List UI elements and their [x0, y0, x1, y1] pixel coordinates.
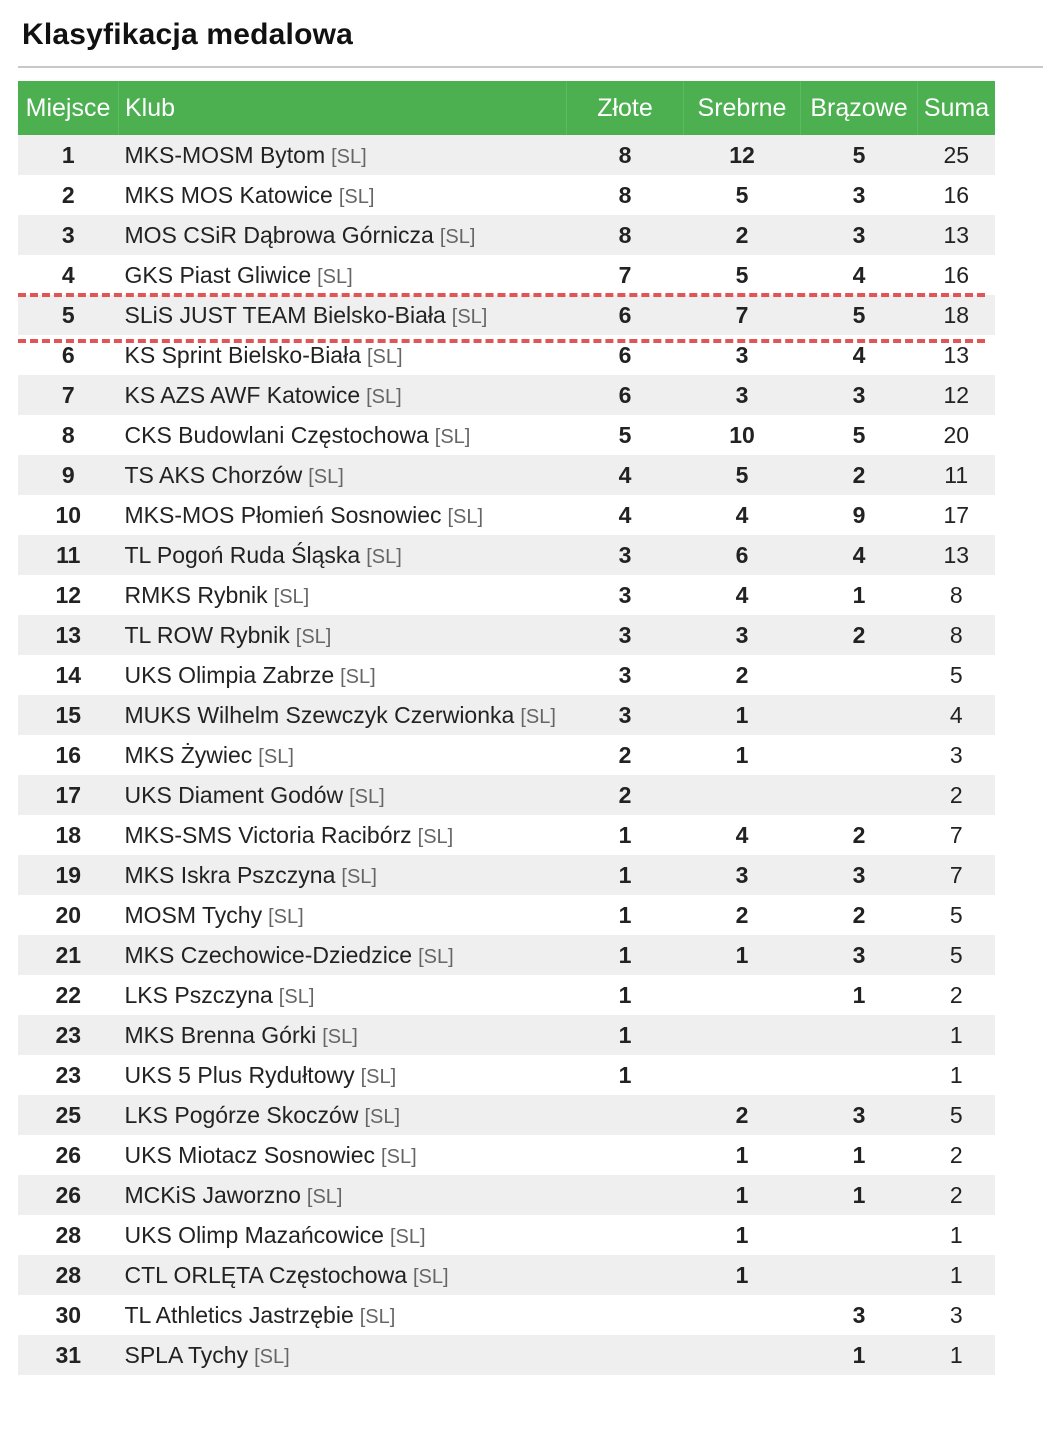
cell-bronze: 5 [801, 295, 918, 335]
cell-gold [567, 1175, 684, 1215]
cell-bronze: 2 [801, 895, 918, 935]
cell-club [119, 415, 567, 455]
cell-place: 10 [18, 495, 119, 535]
cell-silver: 2 [684, 215, 801, 255]
header-silver[interactable]: Srebrne [684, 81, 801, 135]
cell-place: 15 [18, 695, 119, 735]
table-body [18, 135, 995, 1375]
cell-club [119, 1255, 567, 1295]
cell-silver: 1 [684, 735, 801, 775]
club-region: [SL] [418, 945, 454, 968]
cell-bronze: 3 [801, 1095, 918, 1135]
club-name: MKS Czechowice-Dziedzice [124, 941, 413, 968]
table-row [18, 215, 995, 255]
cell-sum: 16 [918, 175, 996, 215]
cell-sum: 17 [918, 495, 996, 535]
cell-silver: 1 [684, 1135, 801, 1175]
table-header [18, 81, 995, 135]
table-row [18, 855, 995, 895]
cell-bronze [801, 735, 918, 775]
club-name: LKS Pogórze Skoczów [124, 1101, 359, 1128]
header-bronze[interactable]: Brązowe [801, 81, 918, 135]
cell-club [119, 575, 567, 615]
cell-place: 5 [18, 295, 119, 335]
cell-silver: 2 [684, 655, 801, 695]
cell-club [119, 255, 567, 295]
club-name: UKS Olimp Mazańcowice [124, 1221, 384, 1248]
cell-gold: 8 [567, 175, 684, 215]
table-row [18, 1015, 995, 1055]
cell-sum: 2 [918, 975, 996, 1015]
cell-gold [567, 1095, 684, 1135]
cell-gold: 1 [567, 1015, 684, 1055]
cell-bronze [801, 655, 918, 695]
club-region: [SL] [341, 865, 377, 888]
cell-silver [684, 1055, 801, 1095]
table-row [18, 295, 995, 335]
cell-place: 8 [18, 415, 119, 455]
table-row [18, 1055, 995, 1095]
cell-sum: 1 [918, 1015, 996, 1055]
club-region: [SL] [367, 345, 403, 368]
cell-gold: 6 [567, 295, 684, 335]
cell-club [119, 375, 567, 415]
club-region: [SL] [349, 785, 385, 808]
cell-silver [684, 1335, 801, 1375]
cell-gold [567, 1135, 684, 1175]
club-name: MKS MOS Katowice [124, 181, 333, 208]
cell-silver [684, 1015, 801, 1055]
cell-bronze [801, 1055, 918, 1095]
club-region: [SL] [439, 225, 476, 248]
club-name: MKS-MOSM Bytom [124, 141, 326, 168]
table-row [18, 895, 995, 935]
cell-silver: 1 [684, 935, 801, 975]
club-name: MUKS Wilhelm Szewczyk Czerwionka [124, 701, 515, 728]
cell-bronze: 3 [801, 1295, 918, 1335]
club-name: SLiS JUST TEAM Bielsko-Biała [124, 301, 446, 328]
cell-club [119, 335, 567, 375]
cell-silver: 1 [684, 1255, 801, 1295]
club-name: MOS CSiR Dąbrowa Górnicza [124, 221, 434, 248]
cell-club [119, 815, 567, 855]
cell-bronze: 4 [801, 535, 918, 575]
cell-club [119, 1215, 567, 1255]
table-row [18, 1175, 995, 1215]
cell-bronze: 3 [801, 935, 918, 975]
cell-gold: 3 [567, 615, 684, 655]
cell-silver: 7 [684, 295, 801, 335]
cell-gold: 8 [567, 215, 684, 255]
club-region: [SL] [451, 305, 488, 328]
cell-sum: 5 [918, 935, 996, 975]
cell-gold [567, 1335, 684, 1375]
cell-bronze: 5 [801, 415, 918, 455]
cell-bronze: 4 [801, 335, 918, 375]
cell-sum: 5 [918, 1095, 996, 1135]
cell-silver: 6 [684, 535, 801, 575]
cell-silver: 3 [684, 855, 801, 895]
cell-club [119, 135, 567, 175]
club-name: RMKS Rybnik [124, 581, 268, 608]
club-region: [SL] [273, 585, 310, 608]
cell-club [119, 975, 567, 1015]
club-region: [SL] [306, 1185, 343, 1208]
cell-club [119, 535, 567, 575]
cell-club [119, 1335, 567, 1375]
cell-bronze [801, 775, 918, 815]
header-gold[interactable]: Złote [567, 81, 684, 135]
cell-gold: 3 [567, 535, 684, 575]
club-name: MKS-MOS Płomień Sosnowiec [124, 501, 442, 528]
club-region: [SL] [278, 985, 315, 1008]
cell-place: 26 [18, 1135, 119, 1175]
cell-silver: 5 [684, 255, 801, 295]
club-name: MKS Iskra Pszczyna [124, 861, 336, 888]
cell-bronze: 5 [801, 135, 918, 175]
cell-bronze: 1 [801, 975, 918, 1015]
cell-bronze: 2 [801, 455, 918, 495]
cell-bronze: 4 [801, 255, 918, 295]
cell-place: 23 [18, 1055, 119, 1095]
cell-club [119, 215, 567, 255]
cell-bronze [801, 1015, 918, 1055]
cell-place: 18 [18, 815, 119, 855]
club-name: LKS Pszczyna [124, 981, 273, 1008]
table-row [18, 415, 995, 455]
cell-place: 7 [18, 375, 119, 415]
cell-sum: 13 [918, 335, 996, 375]
cell-sum: 18 [918, 295, 996, 335]
cell-sum: 12 [918, 375, 996, 415]
cell-bronze [801, 695, 918, 735]
cell-gold: 7 [567, 255, 684, 295]
cell-sum: 13 [918, 535, 996, 575]
club-name: MKS-SMS Victoria Racibórz [124, 821, 412, 848]
cell-place: 4 [18, 255, 119, 295]
cell-silver: 3 [684, 615, 801, 655]
table-row [18, 1335, 995, 1375]
table-row [18, 815, 995, 855]
cell-gold [567, 1255, 684, 1295]
table-row [18, 575, 995, 615]
cell-bronze: 1 [801, 1175, 918, 1215]
cell-bronze: 3 [801, 175, 918, 215]
cell-club [119, 1135, 567, 1175]
title-divider [18, 66, 1043, 68]
cell-gold: 3 [567, 575, 684, 615]
header-club[interactable]: Klub [119, 81, 567, 135]
club-name: UKS Miotacz Sosnowiec [124, 1141, 376, 1168]
table-row [18, 1135, 995, 1175]
club-name: TL Pogoń Ruda Śląska [124, 541, 361, 568]
cell-club [119, 655, 567, 695]
header-row [18, 81, 995, 135]
cell-silver: 4 [684, 815, 801, 855]
cell-place: 1 [18, 135, 119, 175]
club-region: [SL] [359, 1305, 396, 1328]
cell-bronze [801, 1255, 918, 1295]
cell-bronze: 2 [801, 615, 918, 655]
cell-club [119, 615, 567, 655]
cell-gold: 1 [567, 855, 684, 895]
cell-place: 26 [18, 1175, 119, 1215]
cell-sum: 5 [918, 655, 996, 695]
cell-gold: 4 [567, 495, 684, 535]
club-name: KS AZS AWF Katowice [124, 381, 361, 408]
cell-place: 9 [18, 455, 119, 495]
cell-gold: 1 [567, 935, 684, 975]
cell-place: 22 [18, 975, 119, 1015]
cell-silver [684, 1295, 801, 1335]
page-title: Klasyfikacja medalowa [22, 18, 354, 51]
club-region: [SL] [258, 745, 294, 768]
cell-bronze: 1 [801, 1135, 918, 1175]
cell-sum: 1 [918, 1215, 996, 1255]
cell-silver: 3 [684, 375, 801, 415]
cell-club [119, 455, 567, 495]
cell-club [119, 1095, 567, 1135]
cell-sum: 8 [918, 615, 996, 655]
cell-gold [567, 1215, 684, 1255]
club-name: TL ROW Rybnik [124, 621, 290, 648]
cell-silver: 3 [684, 335, 801, 375]
cell-place: 12 [18, 575, 119, 615]
cell-place: 2 [18, 175, 119, 215]
cell-place: 3 [18, 215, 119, 255]
cell-gold: 6 [567, 375, 684, 415]
cell-place: 19 [18, 855, 119, 895]
club-name: UKS Olimpia Zabrze [124, 661, 335, 688]
club-region: [SL] [254, 1345, 290, 1368]
club-region: [SL] [317, 265, 353, 288]
cell-sum: 1 [918, 1055, 996, 1095]
cell-bronze: 3 [801, 215, 918, 255]
cell-club [119, 1015, 567, 1055]
cell-gold: 2 [567, 735, 684, 775]
cell-gold: 1 [567, 895, 684, 935]
club-region: [SL] [417, 825, 454, 848]
cell-place: 31 [18, 1335, 119, 1375]
table-row [18, 695, 995, 735]
club-name: MCKiS Jaworzno [124, 1181, 301, 1208]
club-region: [SL] [364, 1105, 401, 1128]
cell-sum: 13 [918, 215, 996, 255]
table-row [18, 1215, 995, 1255]
cell-bronze: 9 [801, 495, 918, 535]
cell-club [119, 775, 567, 815]
cell-silver: 5 [684, 175, 801, 215]
table-row [18, 655, 995, 695]
cell-club [119, 495, 567, 535]
cell-sum: 8 [918, 575, 996, 615]
table-row [18, 375, 995, 415]
club-name: TL Athletics Jastrzębie [124, 1301, 354, 1328]
cell-silver: 12 [684, 135, 801, 175]
cell-place: 28 [18, 1215, 119, 1255]
cell-gold: 8 [567, 135, 684, 175]
club-region: [SL] [322, 1025, 358, 1048]
table-row [18, 535, 995, 575]
cell-place: 6 [18, 335, 119, 375]
cell-sum: 7 [918, 815, 996, 855]
club-name: SPLA Tychy [124, 1341, 249, 1368]
cell-sum: 7 [918, 855, 996, 895]
club-name: KS Sprint Bielsko-Biała [124, 341, 361, 368]
cell-sum: 1 [918, 1335, 996, 1375]
cell-sum: 4 [918, 695, 996, 735]
cell-silver [684, 975, 801, 1015]
cell-sum: 2 [918, 1175, 996, 1215]
medal-table [18, 81, 995, 1375]
club-region: [SL] [434, 425, 471, 448]
cell-sum: 25 [918, 135, 996, 175]
table-row [18, 175, 995, 215]
cell-club [119, 175, 567, 215]
club-region: [SL] [413, 1265, 449, 1288]
cell-gold: 3 [567, 695, 684, 735]
table-row [18, 255, 995, 295]
club-name: UKS Diament Godów [124, 781, 344, 808]
cell-club [119, 1175, 567, 1215]
cell-sum: 11 [918, 455, 996, 495]
club-region: [SL] [389, 1225, 426, 1248]
cell-club [119, 1295, 567, 1335]
cell-bronze [801, 1215, 918, 1255]
cell-silver [684, 775, 801, 815]
club-region: [SL] [366, 545, 402, 568]
cell-silver: 5 [684, 455, 801, 495]
cell-sum: 20 [918, 415, 996, 455]
cell-silver: 4 [684, 575, 801, 615]
club-region: [SL] [520, 705, 556, 728]
cell-club [119, 695, 567, 735]
cell-silver: 2 [684, 1095, 801, 1135]
club-region: [SL] [381, 1145, 417, 1168]
club-name: CTL ORLĘTA Częstochowa [124, 1261, 407, 1288]
cell-bronze: 2 [801, 815, 918, 855]
cell-sum: 3 [918, 1295, 996, 1335]
cell-gold: 4 [567, 455, 684, 495]
table-row [18, 335, 995, 375]
cell-sum: 16 [918, 255, 996, 295]
club-name: TS AKS Chorzów [124, 461, 303, 488]
cell-sum: 3 [918, 735, 996, 775]
cell-place: 25 [18, 1095, 119, 1135]
cell-sum: 1 [918, 1255, 996, 1295]
club-region: [SL] [331, 145, 367, 168]
cell-place: 28 [18, 1255, 119, 1295]
cell-silver: 1 [684, 1175, 801, 1215]
cell-silver: 4 [684, 495, 801, 535]
cell-bronze: 3 [801, 855, 918, 895]
club-name: GKS Piast Gliwice [124, 261, 312, 288]
table-row [18, 1295, 995, 1335]
club-name: MOSM Tychy [124, 901, 263, 928]
table-row [18, 135, 995, 175]
table-row [18, 615, 995, 655]
cell-place: 11 [18, 535, 119, 575]
cell-silver: 10 [684, 415, 801, 455]
club-name: CKS Budowlani Częstochowa [124, 421, 429, 448]
club-region: [SL] [338, 185, 375, 208]
cell-gold: 2 [567, 775, 684, 815]
club-region: [SL] [366, 385, 402, 408]
cell-gold: 1 [567, 815, 684, 855]
cell-club [119, 1055, 567, 1095]
table-row [18, 775, 995, 815]
table-row [18, 1255, 995, 1295]
cell-place: 14 [18, 655, 119, 695]
cell-sum: 2 [918, 1135, 996, 1175]
cell-gold: 1 [567, 1055, 684, 1095]
cell-bronze: 1 [801, 1335, 918, 1375]
cell-club [119, 735, 567, 775]
table-row [18, 455, 995, 495]
club-region: [SL] [308, 465, 344, 488]
cell-gold [567, 1295, 684, 1335]
club-region: [SL] [447, 505, 484, 528]
club-region: [SL] [295, 625, 332, 648]
club-name: MKS Brenna Górki [124, 1021, 317, 1048]
cell-bronze: 1 [801, 575, 918, 615]
cell-silver: 1 [684, 695, 801, 735]
club-name: MKS Żywiec [124, 741, 253, 768]
cell-silver: 1 [684, 1215, 801, 1255]
cell-place: 13 [18, 615, 119, 655]
cell-place: 30 [18, 1295, 119, 1335]
cell-gold: 6 [567, 335, 684, 375]
header-sum[interactable]: Suma [918, 81, 996, 135]
cell-club [119, 935, 567, 975]
cell-gold: 5 [567, 415, 684, 455]
cell-silver: 2 [684, 895, 801, 935]
club-region: [SL] [268, 905, 304, 928]
cell-club [119, 295, 567, 335]
cell-gold: 1 [567, 975, 684, 1015]
header-place[interactable]: Miejsce [18, 81, 119, 135]
cell-club [119, 895, 567, 935]
table-row [18, 735, 995, 775]
cell-place: 20 [18, 895, 119, 935]
table-row [18, 495, 995, 535]
table-row [18, 1095, 995, 1135]
club-name: UKS 5 Plus Rydułtowy [124, 1061, 355, 1088]
cell-gold: 3 [567, 655, 684, 695]
cell-club [119, 855, 567, 895]
cell-place: 23 [18, 1015, 119, 1055]
cell-place: 16 [18, 735, 119, 775]
cell-place: 17 [18, 775, 119, 815]
cell-sum: 2 [918, 775, 996, 815]
cell-bronze: 3 [801, 375, 918, 415]
cell-sum: 5 [918, 895, 996, 935]
table-row [18, 935, 995, 975]
club-region: [SL] [340, 665, 376, 688]
club-region: [SL] [360, 1065, 397, 1088]
cell-place: 21 [18, 935, 119, 975]
table-row [18, 975, 995, 1015]
